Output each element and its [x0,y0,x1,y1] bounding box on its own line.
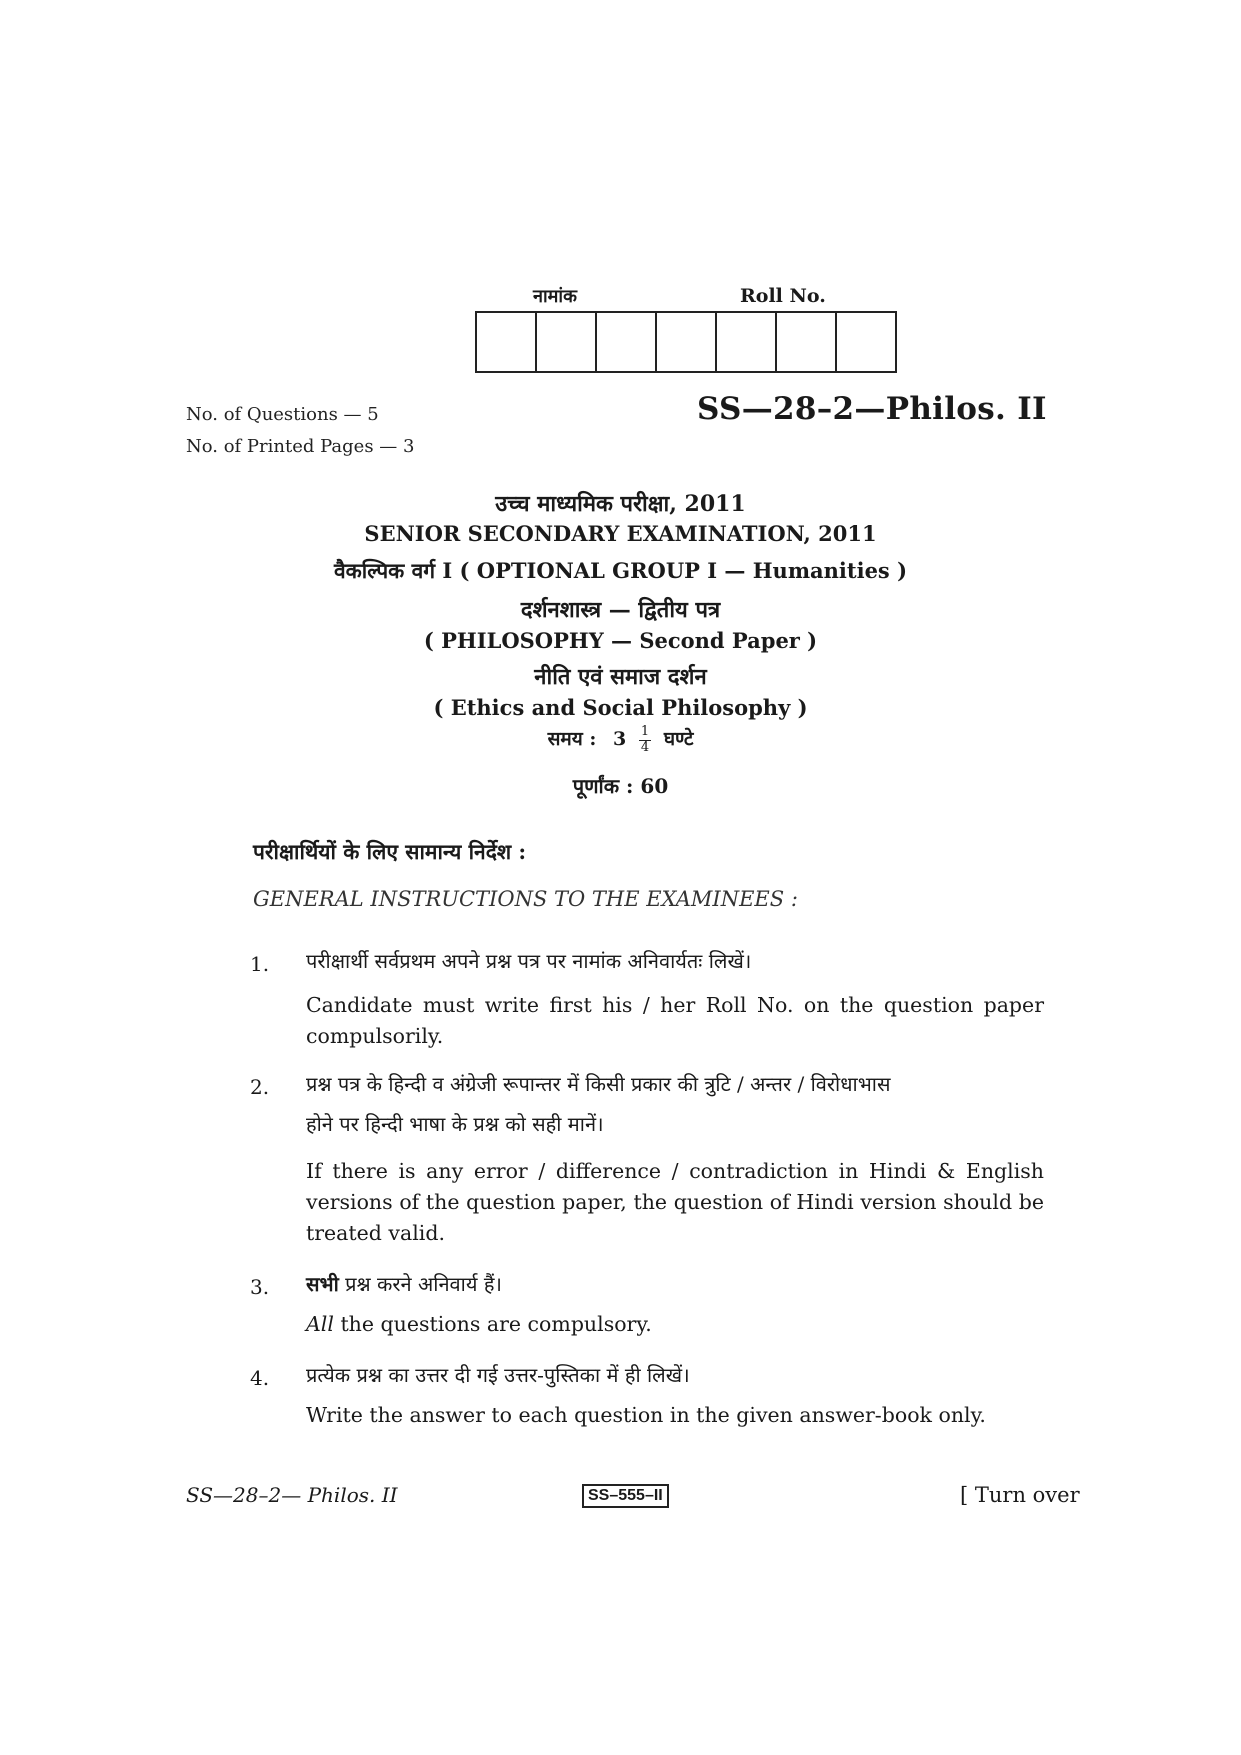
subject-english: ( PHILOSOPHY — Second Paper ) [423,628,818,653]
time-fraction-denominator: 4 [640,739,650,755]
instruction-number: 3. [250,1275,270,1299]
roll-cell[interactable] [537,313,597,371]
time-fraction [639,725,651,755]
time-allowed [0,725,1241,755]
instruction-1-hindi: परीक्षार्थी सर्वप्रथम अपने प्रश्न पत्र पर नामांक अनिवार्यतः लिखें। [306,949,752,973]
roll-cell[interactable] [837,313,895,371]
footer-paper-code: SS—28–2— Philos. II [186,1483,398,1507]
instruction-number: 4. [250,1366,270,1390]
roll-cell[interactable] [477,313,537,371]
roll-number-boxes[interactable] [475,311,897,373]
roll-cell[interactable] [597,313,657,371]
time-whole: 3 [613,728,627,750]
exam-title-english: SENIOR SECONDARY EXAMINATION, 2011 [364,521,877,546]
instruction-number: 2. [250,1075,270,1099]
paper-code: SS—28–2—Philos. II [697,391,1047,427]
instruction-3-english-emphasis: All [306,1312,334,1336]
instructions-heading-hindi: परीक्षार्थियों के लिए सामान्य निर्देश : [253,839,527,864]
instruction-number: 1. [250,952,270,976]
maximum-marks: पूर्णांक : 60 [572,774,669,798]
time-fraction-numerator: 1 [640,724,650,740]
instruction-2-hindi-line1: प्रश्न पत्र के हिन्दी व अंग्रेजी रूपान्तर में किसी प्रकार की त्रुटि / अन्तर / विरोधाभास [306,1072,891,1096]
topic-hindi: नीति एवं समाज दर्शन [534,664,707,690]
topic-english: ( Ethics and Social Philosophy ) [433,695,808,720]
roll-cell[interactable] [777,313,837,371]
instruction-3-english-rest: the questions are compulsory. [333,1312,652,1336]
instruction-2-english: If there is any error / difference / contradiction in Hindi & English versions of the question paper, the question of Hindi version should be treated valid. [306,1159,1044,1245]
instruction-3-hindi [306,1270,1046,1297]
instruction-4-english: Write the answer to each question in the given answer-book only. [306,1403,986,1427]
turn-over-note: [ Turn over [960,1483,1080,1507]
optional-group: वैकल्पिक वर्ग I ( OPTIONAL GROUP I — Humanities ) [333,558,908,583]
instruction-1-english: Candidate must write first his / her Roll No. on the question paper compulsorily. [306,993,1044,1048]
number-of-questions: No. of Questions — 5 [186,404,379,425]
roll-label-hindi: नामांक [533,286,577,307]
time-unit: घण्टे [663,728,694,750]
roll-cell[interactable] [717,313,777,371]
instruction-3-hindi-emphasis: सभी [306,1272,339,1296]
instructions-heading-english: GENERAL INSTRUCTIONS TO THE EXAMINEES : [253,887,798,911]
roll-cell[interactable] [657,313,717,371]
instruction-4-hindi: प्रत्येक प्रश्न का उत्तर दी गई उत्तर-पुस्तिका में ही लिखें। [306,1363,690,1387]
footer-series-code: SS–555–II [582,1484,669,1508]
time-label: समय : [547,728,597,750]
exam-title-hindi: उच्च माध्यमिक परीक्षा, 2011 [495,491,746,517]
instruction-2-hindi-line2: होने पर हिन्दी भाषा के प्रश्न को सही मानें। [306,1112,604,1136]
instruction-3-hindi-rest: प्रश्न करने अनिवार्य हैं। [338,1272,503,1296]
subject-hindi: दर्शनशास्त्र — द्वितीय पत्र [520,597,721,623]
number-of-pages: No. of Printed Pages — 3 [186,436,415,457]
roll-label-english: Roll No. [740,285,826,307]
instruction-3-english [306,1309,1044,1340]
